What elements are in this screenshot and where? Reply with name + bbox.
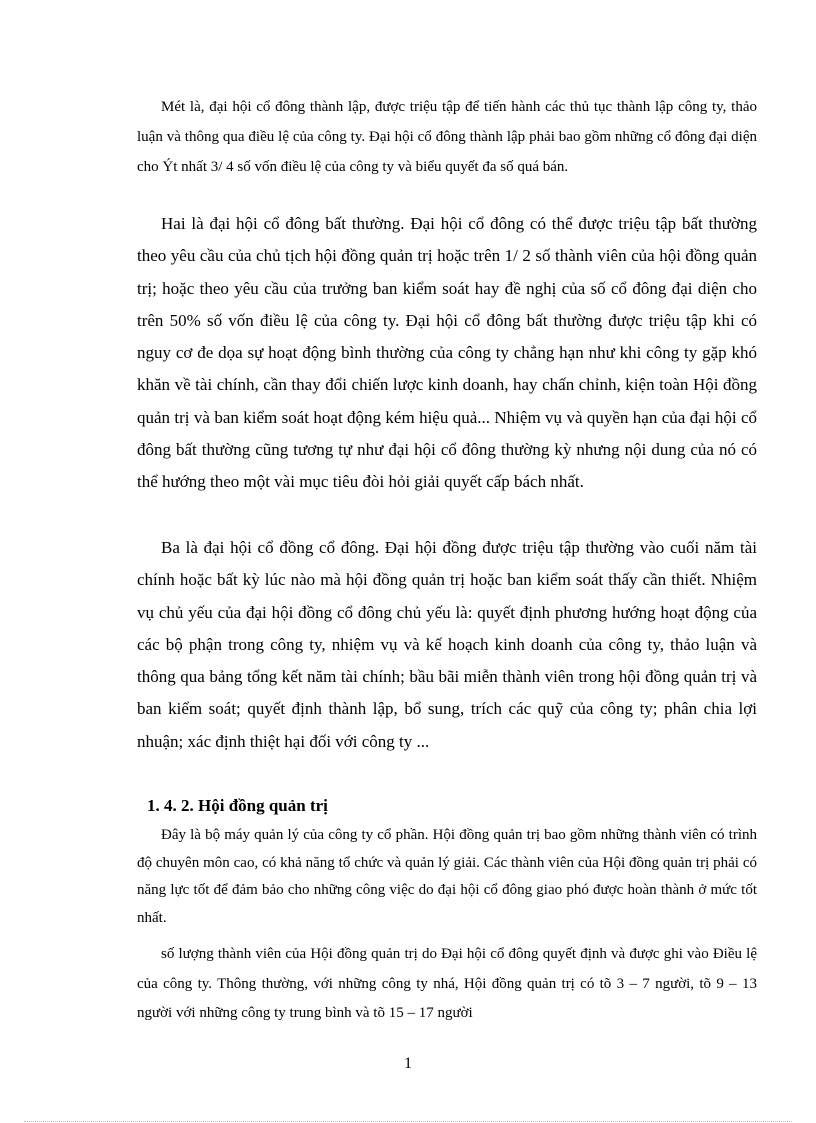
paragraph-general-meeting: Ba là đại hội cổ đồng cổ đông. Đại hội đồng được triệu tập thường vào cuối năm tài chính hoặc bất kỳ lúc nào mà hội đồng quản trị hoặc ban kiểm soát thấy cần thiết. Nhiệm vụ chủ yếu của đại hội đồng cổ đông chủ yếu là: quyết định phương hướng hoạt động của các bộ phận trong công ty, nhiệm vụ và kế hoạch kinh doanh của công ty, thảo luận và thông qua bảng tổng kết năm tài chính; bầu bãi miễn thành viên trong hội đồng quản trị và ban kiểm soát; quyết định thành lập, bổ sung, trích các quỹ của công ty; phân chia lợi nhuận; xác định thiệt hại đối với công ty ... bbox=[137, 538, 757, 751]
page-bottom-border bbox=[24, 1121, 792, 1122]
paragraph-extraordinary-meeting: Hai là đại hội cổ đông bất thường. Đại hội cổ đông có thể được triệu tập bất thường theo yêu cầu của chủ tịch hội đồng quản trị hoặc trên 1/ 2 số thành viên của hội đồng quản trị; hoặc theo yêu cầu của trưởng ban kiểm soát hay đề nghị của số cổ đông đại diện cho trên 50% số vốn điều lệ của công ty. Đại hội cổ đông bất thường được triệu tập khi có nguy cơ đe dọa sự hoạt động bình thường của công ty chẳng hạn như khi công ty gặp khó khăn về tài chính, cần thay đổi chiến lược kinh doanh, hay chấn chỉnh, kiện toàn Hội đồng quản trị và ban kiểm soát hoạt động kém hiệu quả... Nhiệm vụ và quyền hạn của đại hội cổ đông bất thường cũng tương tự như đại hội cổ đông thường kỳ nhưng nội dung của nó có thể hướng theo một vài mục tiêu đòi hỏi giải quyết cấp bách nhất. bbox=[137, 214, 757, 492]
paragraph-board-definition: Đây là bộ máy quản lý của công ty cổ phần. Hội đồng quản trị bao gồm những thành viên có trình độ chuyên môn cao, có khả năng tổ chức và quản lý giải. Các thành viên của Hội đồng quản trị phải có năng lực tốt để đảm bảo cho những công việc do đại hội cổ đông giao phó được hoàn thành ở mức tốt nhất. bbox=[137, 827, 757, 927]
paragraph-founding-meeting: Mét là, đại hội cổ đông thành lập, được triệu tập để tiến hành các thủ tục thành lập công ty, thảo luận và thông qua điều lệ của công ty. Đại hội cổ đông thành lập phải bao gồm những cổ đông đại diện cho Ýt nhất 3/ 4 số vốn điều lệ của công ty và biểu quyết đa số quá bán. bbox=[137, 99, 757, 175]
section-heading-board-of-directors: 1. 4. 2. Hội đồng quản trị bbox=[147, 796, 328, 815]
paragraph-board-size: số lượng thành viên của Hội đồng quản trị do Đại hội cổ đông quyết định và được ghi vào Điều lệ của công ty. Thông thường, với những công ty nhá, Hội đồng quản trị có tõ 3 – 7 người, tõ 9 – 13 người với những công ty trung bình và tõ 15 – 17 người bbox=[137, 946, 757, 1021]
page-number: 1 bbox=[404, 1055, 412, 1072]
